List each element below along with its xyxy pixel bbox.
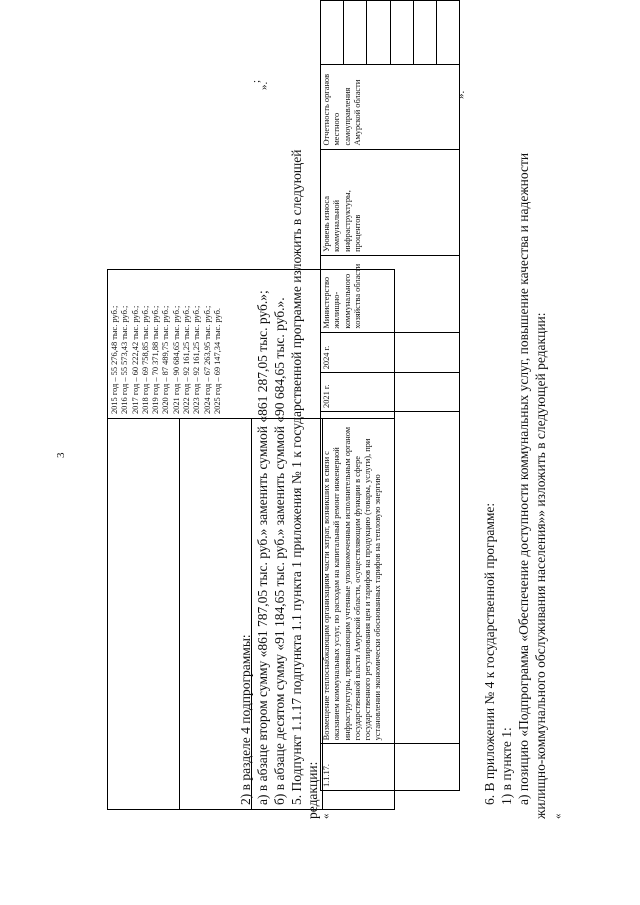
measure-table — [320, 0, 460, 791]
paragraph-item6-1a-line2: жилищно-коммунального обслуживания населения»» изложить в следующей редакции: — [533, 312, 548, 819]
funding-year-line: 2019 год – 70 371,88 тыс. руб.; — [151, 305, 161, 414]
funding-year-line: 2023 год – 92 161,25 тыс. руб.; — [192, 305, 202, 414]
executor-cell: Министерство жилищно-коммунального хозяйства области — [321, 255, 460, 332]
paragraph-item2a: а) в абзаце втором сумму «861 787,05 тыс. руб.» заменить суммой «861 287,05 тыс. руб.»; — [255, 290, 270, 805]
funding-year-line: 2020 год – 87 489,75 тыс. руб.; — [161, 305, 171, 414]
empty-columns-cell — [321, 1, 460, 65]
opening-quote: « — [320, 813, 332, 819]
funding-year-line: 2015 год – 55 276,48 тыс. руб.; — [110, 305, 119, 414]
paragraph-item2b: б) в абзаце десятом сумму «91 184,65 тыс. руб.» заменить суммой «90 684,65 тыс. руб.». — [272, 297, 287, 805]
closing-quote: ». — [258, 81, 270, 90]
page-number: 3 — [55, 452, 67, 458]
year-end-cell: 2024 г. — [321, 332, 460, 373]
opening-quote-2: « — [552, 813, 564, 819]
indicator-cell: Уровень износа коммунальной инфраструктуры, процентов — [321, 149, 460, 255]
funding-year-line: 2021 год – 90 684,65 тыс. руб.; — [171, 305, 181, 414]
measure-number-cell: 1.1.17. — [321, 744, 460, 791]
funding-year-line: 2018 год – 69 758,85 тыс. руб.; — [140, 305, 150, 414]
paragraph-item6-1: 1) в пункте 1: — [499, 727, 514, 805]
closing-semicolon: ; — [250, 79, 262, 83]
measure-description-cell: Возмещение теплоснабжающим организациям части затрат, возникших в связи с оказанием коммунальных услуг, по расходам на капитальный ремонт инженерной инфраструктуры, превышающим учтенные уполномоченным исполнительным органом государственной власти Амурской области, осуществляющим функции в сфере государственного регулирования цен и тарифов на продукцию (товары, услуги), при установлении экономически обоснованных тарифов на тепловую энергию — [321, 411, 460, 743]
funding-year-line: 2022 год – 92 161,25 тыс. руб.; — [182, 305, 192, 414]
funding-year-line: 2016 год – 55 573,43 тыс. руб.; — [120, 305, 130, 414]
table-row — [321, 1, 460, 791]
paragraph-item6-1a-line1: а) позицию «Подпрограмма «Обеспечение доступности коммунальных услуг, повышение качества и надежности — [516, 152, 531, 805]
paragraph-item2: 2) в разделе 4 подпрограммы: — [238, 634, 253, 805]
year-start-cell: 2021 г. — [321, 373, 460, 412]
reporting-cell: Отчетность органов местного самоуправления Амурской области — [321, 64, 460, 149]
paragraph-item5-line2: редакции: — [305, 761, 320, 819]
funding-year-line: 2025 год – 69 147,34 тыс. руб. — [212, 308, 222, 414]
closing-quote-2: ». — [455, 90, 467, 99]
paragraph-item6: 6. В приложении № 4 к государственной программе: — [482, 502, 497, 805]
paragraph-item5-line1: 5. Подпункт 1.1.17 подпункта 1.1 пункта 1 приложения № 1 к государственной программе изложить в следующей — [289, 149, 304, 805]
funding-year-line: 2024 год – 67 263,95 тыс. руб.; — [202, 305, 212, 414]
funding-year-line: 2017 год – 60 222,42 тыс. руб.; — [130, 305, 140, 414]
